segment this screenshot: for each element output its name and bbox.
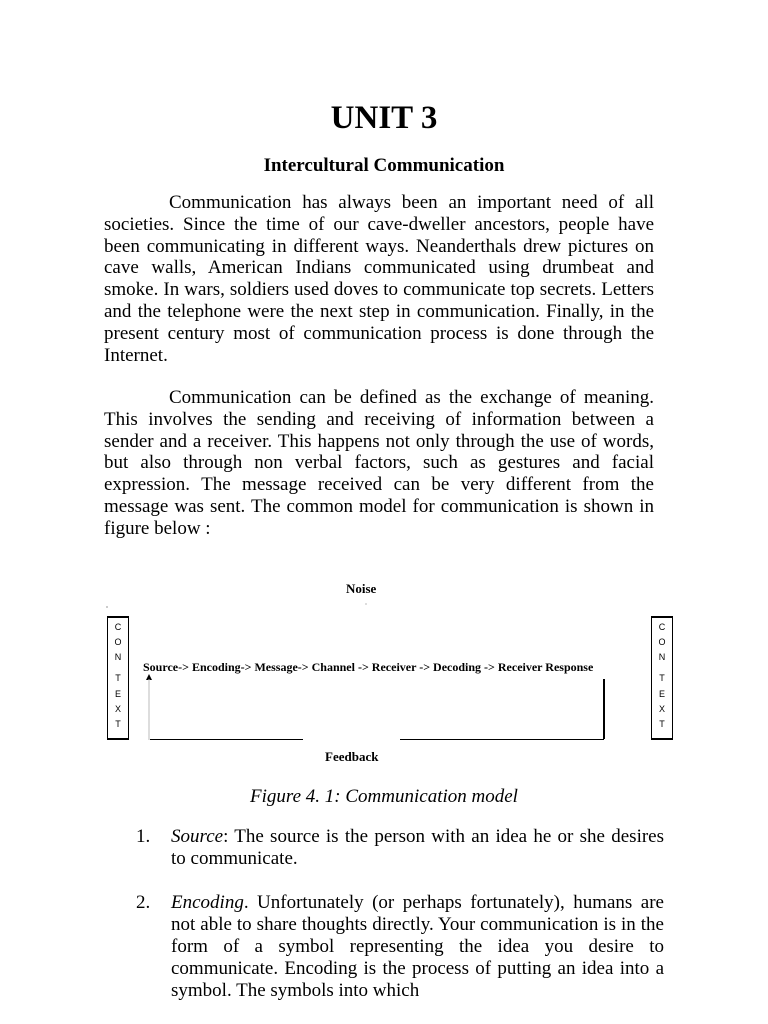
context-letter: T: [115, 673, 121, 683]
list-item-body: [171, 826, 664, 870]
noise-label: Noise: [346, 581, 377, 596]
unit-title: UNIT 3: [330, 100, 438, 136]
list-number: 1.: [136, 826, 151, 847]
context-letter: C: [114, 622, 122, 632]
communication-flow: Source-> Encoding-> Message-> Channel -> Receiver -> Decoding -> Receiver Response: [143, 660, 594, 674]
context-letter: T: [659, 673, 665, 683]
term-suffix: :: [223, 826, 229, 847]
figure-caption: Figure 4. 1: Communication model: [250, 786, 518, 807]
context-letter: E: [658, 689, 665, 699]
paragraph-1: Communication has always been an important need of all societies. Since the time of our cave-dweller ancestors, people have been communicating in different ways. Neanderthals drew pictures on cave walls, American Indians communicated using drumbeat and smoke. In wars, soldiers used doves to communicate top secrets. Letters and the telephone were the next step in communication. Finally, in the present century most of communication process is done through the Internet.: [104, 192, 654, 366]
list-item-body: [171, 892, 664, 1002]
context-letter: T: [115, 719, 121, 729]
context-letter: N: [658, 652, 666, 662]
paragraph-2: Communication can be defined as the exchange of meaning. This involves the sending and receiving of information between a sender and a receiver. This happens not only through the use of words, but also through non verbal factors, such as gestures and facial expression. The message received can be very different from the message was sent. The common model for communication is shown in figure below :: [104, 387, 654, 539]
context-letter: O: [658, 637, 666, 647]
term-suffix: .: [243, 892, 249, 913]
feedback-label: Feedback: [325, 749, 379, 764]
list-term: Encoding: [171, 892, 244, 913]
context-letter: N: [114, 652, 122, 662]
list-term: Source: [171, 826, 224, 847]
context-letter: X: [114, 704, 121, 714]
list-text: The source is the person with an idea he or she desires to communicate.: [171, 826, 664, 869]
context-letter: X: [658, 704, 665, 714]
section-title: Intercultural Communication: [263, 155, 505, 176]
context-letter: E: [114, 689, 121, 699]
list-number: 2.: [136, 892, 151, 913]
context-letter: T: [659, 719, 665, 729]
context-letter: C: [658, 622, 666, 632]
context-letter: O: [114, 637, 122, 647]
list-text: Unfortunately (or perhaps fortunately), humans are not able to share thoughts directly. Your communication is in the form of a symbol representing the idea you desire to communicate. Encoding is the process of putting an idea into a symbol. The symbols into which: [171, 892, 664, 1001]
